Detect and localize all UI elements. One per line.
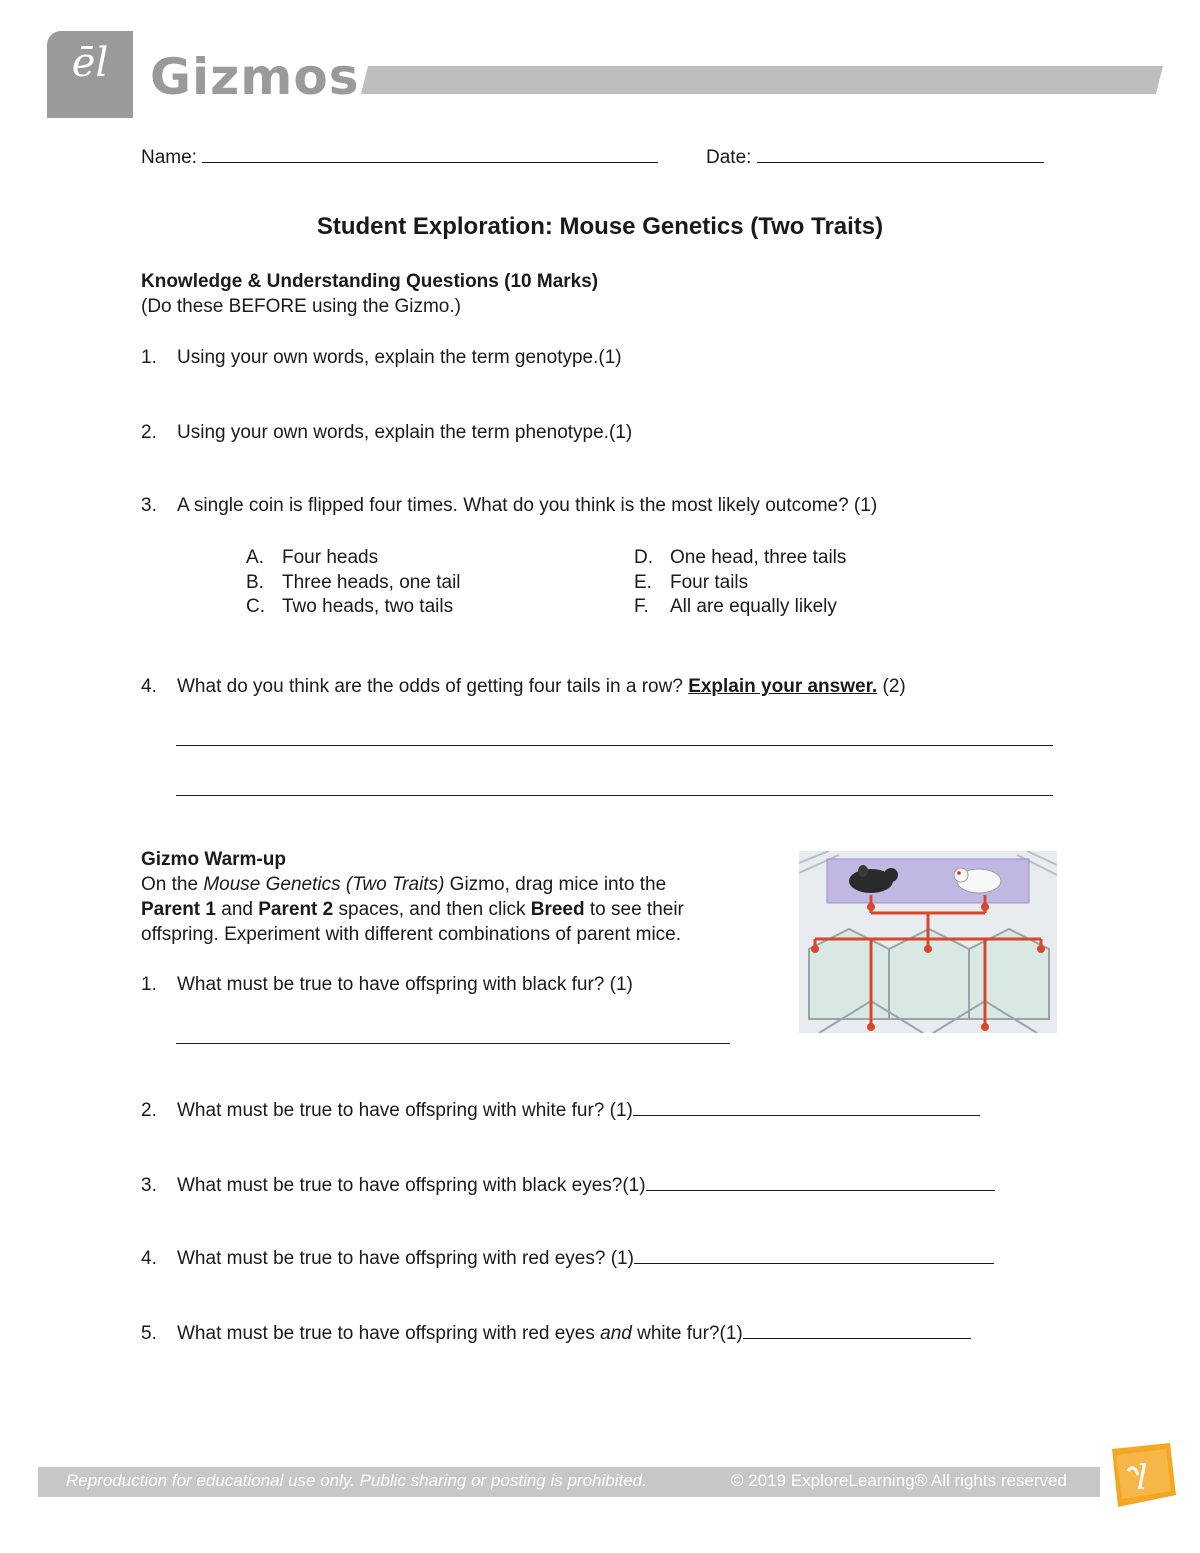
intro-text: On the [141, 874, 204, 895]
question-emphasis: Explain your answer. [688, 676, 878, 697]
answer-line [176, 1043, 730, 1044]
explorelearning-logo-icon [1098, 1441, 1178, 1511]
intro-text: spaces, and then click [333, 899, 531, 920]
logo-mark: ēl [71, 40, 109, 86]
header-bar [361, 66, 1163, 94]
option-text: One head, three tails [670, 547, 847, 568]
intro-text: to see their [584, 899, 684, 920]
page-title: Student Exploration: Mouse Genetics (Two Traits) [316, 213, 884, 240]
option-d [634, 546, 846, 570]
option-b [246, 571, 461, 595]
option-letter: F. [634, 596, 649, 617]
option-letter: D. [634, 547, 653, 568]
knowledge-question-3 [141, 494, 877, 518]
option-letter: E. [634, 572, 652, 593]
name-field [141, 144, 658, 170]
date-blank [757, 144, 1044, 163]
question-text: A single coin is flipped four times. What do you think is the most likely outcome? (1) [177, 495, 878, 516]
option-text: Four heads [282, 547, 379, 568]
answer-line [176, 745, 1053, 746]
question-number: 1. [141, 347, 157, 368]
answer-blank [743, 1320, 971, 1339]
question-number: 4. [141, 1248, 157, 1269]
question-text: white fur?(1) [631, 1323, 743, 1344]
option-letter: A. [246, 547, 264, 568]
intro-parent-2: Parent 2 [258, 899, 334, 920]
knowledge-question-1 [141, 346, 622, 370]
question-number: 3. [141, 495, 157, 516]
question-number: 5. [141, 1323, 157, 1344]
intro-breed: Breed [530, 899, 585, 920]
warmup-intro-line-2 [141, 898, 684, 922]
option-letter: C. [246, 596, 265, 617]
question-number: 2. [141, 422, 157, 443]
option-e [634, 571, 748, 595]
brand-title: Gizmos [150, 48, 360, 106]
intro-parent-1: Parent 1 [141, 899, 216, 920]
answer-line [176, 795, 1053, 796]
svg-text:l: l [1136, 1458, 1148, 1498]
gizmo-screenshot-image [799, 851, 1057, 1033]
option-text: Three heads, one tail [282, 572, 461, 593]
question-number: 1. [141, 974, 157, 995]
knowledge-subheading: (Do these BEFORE using the Gizmo.) [141, 296, 461, 317]
question-text: What must be true to have offspring with white fur? (1) [177, 1100, 633, 1121]
question-number: 4. [141, 676, 157, 697]
knowledge-question-4 [141, 675, 906, 699]
option-text: All are equally likely [670, 596, 837, 617]
answer-blank [646, 1172, 995, 1191]
option-text: Four tails [670, 572, 749, 593]
question-number: 2. [141, 1100, 157, 1121]
warmup-intro-line-1 [141, 873, 666, 897]
intro-text: and [215, 899, 259, 920]
question-marks: (2) [882, 676, 906, 697]
question-text: What must be true to have offspring with red eyes? (1) [177, 1248, 634, 1269]
question-text: Using your own words, explain the term genotype.(1) [177, 347, 622, 368]
option-c [246, 595, 453, 619]
knowledge-question-2 [141, 421, 632, 445]
date-label: Date: [706, 147, 752, 168]
intro-text: Gizmo, drag mice into the [444, 874, 667, 895]
question-number: 3. [141, 1175, 157, 1196]
date-field [706, 144, 1044, 170]
answer-blank [634, 1245, 994, 1264]
warmup-question-5 [141, 1320, 971, 1346]
warmup-question-3 [141, 1172, 995, 1198]
question-text: Using your own words, explain the term phenotype.(1) [177, 422, 633, 443]
footer-copyright: © 2019 ExploreLearning® All rights reserved [731, 1471, 1067, 1490]
option-letter: B. [246, 572, 264, 593]
footer-notice: Reproduction for educational use only. Public sharing or posting is prohibited. [66, 1471, 647, 1490]
warmup-question-2 [141, 1097, 980, 1123]
option-text: Two heads, two tails [282, 596, 454, 617]
answer-blank [633, 1097, 980, 1116]
question-text: What do you think are the odds of getting four tails in a row? [177, 676, 683, 697]
question-text: What must be true to have offspring with black eyes?(1) [177, 1175, 646, 1196]
warmup-heading: Gizmo Warm-up [141, 849, 286, 870]
name-blank [202, 144, 658, 163]
question-text: What must be true to have offspring with black fur? (1) [177, 974, 633, 995]
option-a [246, 546, 378, 570]
warmup-intro-line-3: offspring. Experiment with different combinations of parent mice. [141, 924, 682, 945]
intro-gizmo-name: Mouse Genetics (Two Traits) [203, 874, 445, 895]
warmup-question-4 [141, 1245, 994, 1271]
knowledge-heading: Knowledge & Understanding Questions (10 Marks) [141, 271, 599, 292]
option-f [634, 595, 837, 619]
question-emphasis: and [600, 1323, 632, 1344]
warmup-question-1 [141, 973, 633, 997]
name-label: Name: [141, 147, 197, 168]
question-text: What must be true to have offspring with red eyes [177, 1323, 601, 1344]
